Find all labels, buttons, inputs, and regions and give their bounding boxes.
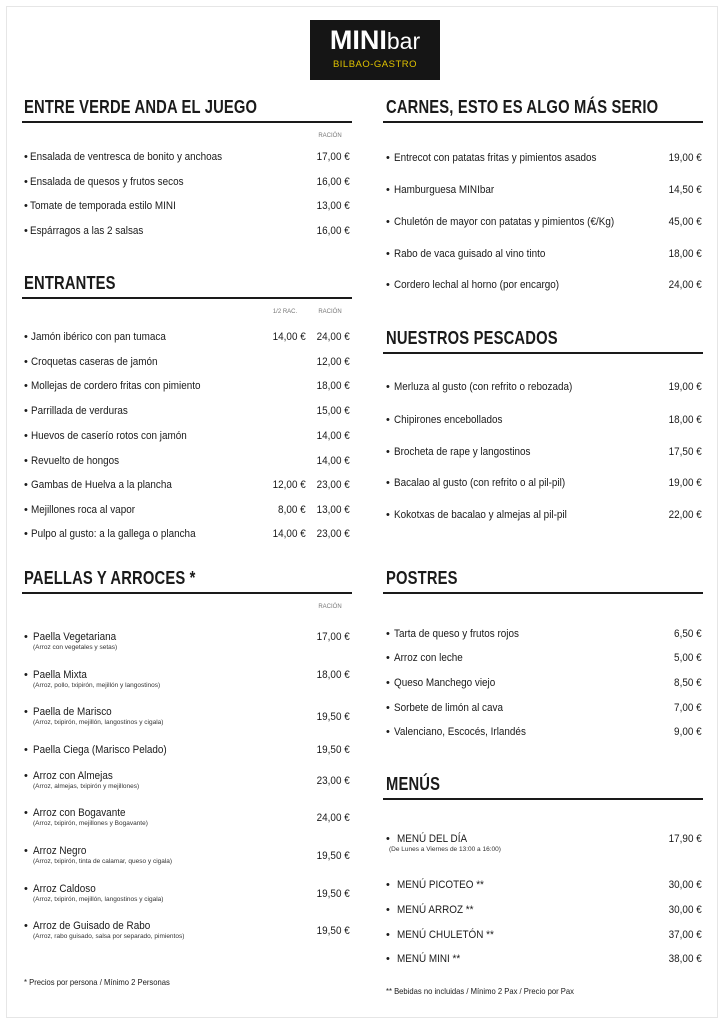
menu-item-name: Rabo de vaca guisado al vino tinto	[394, 248, 546, 260]
menu-item-name: Gambas de Huelva a la plancha	[31, 479, 172, 491]
menu-item-description: (Arroz, txipirón, mejillón, langostinos y cigala)	[33, 719, 164, 726]
bullet-icon: •	[386, 279, 390, 291]
logo-wordmark	[310, 20, 440, 55]
menu-item-price: 16,00 €	[316, 176, 350, 188]
menu-item-name: Croquetas caseras de jamón	[31, 356, 158, 368]
column-header-racion: RACIÓN	[318, 309, 342, 315]
bullet-icon: •	[386, 702, 390, 714]
menu-item-price: 30,00 €	[668, 879, 702, 891]
menu-item-name: Mejillones roca al vapor	[31, 504, 136, 516]
bullet-icon: •	[386, 628, 390, 640]
menu-item-name: Valenciano, Escocés, Irlandés	[394, 726, 526, 738]
menu-item-name: MENÚ PICOTEO **	[397, 879, 484, 891]
bullet-icon: •	[24, 176, 28, 188]
menu-item-price: 14,00 €	[316, 430, 350, 442]
menu-item-name: Chuletón de mayor con patatas y pimientos (€/Kg)	[394, 216, 615, 228]
menu-item-price: 12,00 €	[316, 356, 350, 368]
bullet-icon: •	[24, 669, 28, 681]
section-title-paellas: PAELLAS Y ARROCES *	[24, 568, 196, 588]
menu-item-price: 19,50 €	[316, 850, 350, 862]
bullet-icon: •	[24, 631, 28, 643]
menu-item-price: 24,00 €	[668, 279, 702, 291]
menu-item-description: (Arroz, txipirón, tinta de calamar, queso y cigala)	[33, 858, 173, 865]
logo-subtitle: BILBAO-GASTRO	[332, 59, 418, 70]
menu-item-price: 23,00 €	[316, 528, 350, 540]
menu-item-description: (Arroz, txipirón, mejillones y Bogavante)	[33, 820, 148, 827]
bullet-icon: •	[386, 477, 390, 489]
menu-item-name: Entrecot con patatas fritas y pimientos asados	[394, 152, 597, 164]
bullet-icon: •	[24, 151, 28, 163]
bullet-icon: •	[386, 833, 390, 845]
minibar-logo	[310, 20, 440, 80]
section-title-pescados: NUESTROS PESCADOS	[386, 328, 558, 348]
menu-item-price: 37,00 €	[668, 929, 702, 941]
menu-item-name: MENÚ MINI **	[397, 953, 461, 965]
menu-item-name: Arroz con Almejas	[33, 770, 113, 782]
menu-item-name: Arroz de Guisado de Rabo	[33, 920, 151, 932]
menu-item-price: 19,00 €	[668, 381, 702, 393]
menu-item-description: (De Lunes a Viernes de 13:00 a 16:00)	[389, 846, 501, 853]
menu-item-price: 7,00 €	[674, 702, 702, 714]
menu-item-name: Arroz con Bogavante	[33, 807, 126, 819]
bullet-icon: •	[24, 528, 28, 540]
bullet-icon: •	[24, 479, 28, 491]
menu-item-name: Paella Vegetariana	[33, 631, 117, 643]
menu-item-name: MENÚ ARROZ **	[397, 904, 474, 916]
menu-item-name: Cordero lechal al horno (por encargo)	[394, 279, 560, 291]
section-title-menus: MENÚS	[386, 774, 441, 794]
bullet-icon: •	[386, 184, 390, 196]
logo-mini-text: MINI	[329, 25, 387, 55]
bullet-icon: •	[24, 883, 28, 895]
section-divider	[22, 592, 352, 594]
menu-item-price: 19,50 €	[316, 925, 350, 937]
menu-item-half-price: 12,00 €	[272, 479, 306, 491]
bullet-icon: •	[24, 405, 28, 417]
menu-item-name: Jamón ibérico con pan tumaca	[31, 331, 166, 343]
menu-item-name: Ensalada de ventresca de bonito y anchoas	[30, 151, 223, 163]
menu-item-name: Parrillada de verduras	[31, 405, 128, 417]
bullet-icon: •	[24, 225, 28, 237]
menu-item-name: Arroz Negro	[33, 845, 87, 857]
menu-item-price: 16,00 €	[316, 225, 350, 237]
bullet-icon: •	[386, 248, 390, 260]
bullet-icon: •	[386, 879, 390, 891]
menu-item-description: (Arroz, rabo guisado, salsa por separado, pimientos)	[33, 933, 185, 940]
menu-item-price: 38,00 €	[668, 953, 702, 965]
bullet-icon: •	[24, 920, 28, 932]
logo-bar-text: bar	[386, 28, 421, 54]
menu-item-name: Espárragos a las 2 salsas	[30, 225, 144, 237]
menus-footnote: ** Bebidas no incluidas / Mínimo 2 Pax / Precio por Pax	[386, 986, 574, 996]
menu-item-price: 17,00 €	[316, 151, 350, 163]
bullet-icon: •	[24, 744, 28, 756]
menu-item-description: (Arroz, almejas, txipirón y mejillones)	[33, 783, 140, 790]
menu-item-price: 17,90 €	[668, 833, 702, 845]
menu-item-price: 18,00 €	[668, 248, 702, 260]
column-header-racion: RACIÓN	[318, 133, 342, 139]
section-title-entre-verde: ENTRE VERDE ANDA EL JUEGO	[24, 97, 258, 117]
bullet-icon: •	[386, 953, 390, 965]
menu-item-name: Chipirones encebollados	[394, 414, 503, 426]
menu-item-price: 13,00 €	[316, 200, 350, 212]
section-divider	[383, 798, 703, 800]
menu-item-name: Sorbete de limón al cava	[394, 702, 503, 714]
menu-item-price: 6,50 €	[674, 628, 702, 640]
menu-item-price: 30,00 €	[668, 904, 702, 916]
column-header-racion: RACIÓN	[318, 604, 342, 610]
menu-item-price: 19,00 €	[668, 477, 702, 489]
menu-item-description: (Arroz, pollo, txipirón, mejillón y langostinos)	[33, 682, 161, 689]
menu-item-price: 17,50 €	[668, 446, 702, 458]
bullet-icon: •	[24, 807, 28, 819]
menu-item-price: 15,00 €	[316, 405, 350, 417]
menu-item-name: MENÚ DEL DÍA	[397, 833, 468, 845]
bullet-icon: •	[386, 652, 390, 664]
bullet-icon: •	[386, 414, 390, 426]
bullet-icon: •	[24, 430, 28, 442]
menu-item-price: 23,00 €	[316, 479, 350, 491]
menu-item-name: MENÚ CHULETÓN **	[397, 929, 494, 941]
menu-item-price: 22,00 €	[668, 509, 702, 521]
menu-item-name: Merluza al gusto (con refrito o rebozada)	[394, 381, 573, 393]
section-title-postres: POSTRES	[386, 568, 458, 588]
section-title-carnes: CARNES, ESTO ES ALGO MÁS SERIO	[386, 97, 659, 117]
menu-item-half-price: 14,00 €	[272, 528, 306, 540]
menu-item-price: 45,00 €	[668, 216, 702, 228]
bullet-icon: •	[24, 200, 28, 212]
bullet-icon: •	[24, 380, 28, 392]
bullet-icon: •	[386, 381, 390, 393]
menu-item-price: 19,50 €	[316, 888, 350, 900]
bullet-icon: •	[24, 331, 28, 343]
menu-item-name: Queso Manchego viejo	[394, 677, 496, 689]
menu-item-name: Kokotxas de bacalao y almejas al pil-pil	[394, 509, 567, 521]
menu-item-price: 18,00 €	[668, 414, 702, 426]
menu-item-half-price: 8,00 €	[278, 504, 306, 516]
menu-item-name: Brocheta de rape y langostinos	[394, 446, 531, 458]
menu-item-price: 18,00 €	[316, 380, 350, 392]
menu-item-price: 23,00 €	[316, 775, 350, 787]
menu-item-name: Huevos de caserío rotos con jamón	[31, 430, 187, 442]
menu-item-half-price: 14,00 €	[272, 331, 306, 343]
bullet-icon: •	[386, 216, 390, 228]
menu-item-description: (Arroz con vegetales y setas)	[33, 644, 118, 651]
menu-item-price: 18,00 €	[316, 669, 350, 681]
menu-item-price: 14,50 €	[668, 184, 702, 196]
menu-item-price: 24,00 €	[316, 812, 350, 824]
bullet-icon: •	[24, 706, 28, 718]
bullet-icon: •	[24, 356, 28, 368]
menu-item-name: Pulpo al gusto: a la gallega o plancha	[31, 528, 196, 540]
bullet-icon: •	[24, 504, 28, 516]
column-header-half: 1/2 RAC.	[272, 309, 298, 315]
bullet-icon: •	[24, 455, 28, 467]
section-title-entrantes: ENTRANTES	[24, 273, 116, 293]
menu-item-price: 19,50 €	[316, 711, 350, 723]
menu-item-price: 8,50 €	[674, 677, 702, 689]
menu-item-price: 24,00 €	[316, 331, 350, 343]
menu-item-name: Tarta de queso y frutos rojos	[394, 628, 519, 640]
bullet-icon: •	[24, 845, 28, 857]
menu-item-price: 19,50 €	[316, 744, 350, 756]
menu-item-name: Bacalao al gusto (con refrito o al pil-pil)	[394, 477, 566, 489]
bullet-icon: •	[386, 152, 390, 164]
bullet-icon: •	[386, 929, 390, 941]
menu-item-price: 19,00 €	[668, 152, 702, 164]
bullet-icon: •	[386, 904, 390, 916]
menu-item-description: (Arroz, txipirón, mejillón, langostinos y cigala)	[33, 896, 164, 903]
section-divider	[22, 121, 352, 123]
menu-item-name: Paella Ciega (Marisco Pelado)	[33, 744, 167, 756]
paellas-footnote: * Precios por persona / Mínimo 2 Personas	[24, 977, 170, 987]
menu-item-name: Arroz con leche	[394, 652, 463, 664]
bullet-icon: •	[24, 770, 28, 782]
menu-item-price: 9,00 €	[674, 726, 702, 738]
section-divider	[383, 592, 703, 594]
menu-item-name: Revuelto de hongos	[31, 455, 120, 467]
menu-item-name: Hamburguesa MINIbar	[394, 184, 495, 196]
menu-item-price: 5,00 €	[674, 652, 702, 664]
menu-item-name: Tomate de temporada estilo MINI	[30, 200, 176, 212]
section-divider	[383, 352, 703, 354]
menu-item-name: Mollejas de cordero fritas con pimiento	[31, 380, 201, 392]
section-divider	[383, 121, 703, 123]
menu-item-name: Ensalada de quesos y frutos secos	[30, 176, 184, 188]
bullet-icon: •	[386, 446, 390, 458]
menu-item-name: Paella de Marisco	[33, 706, 112, 718]
section-divider	[22, 297, 352, 299]
bullet-icon: •	[386, 726, 390, 738]
menu-item-price: 17,00 €	[316, 631, 350, 643]
bullet-icon: •	[386, 677, 390, 689]
menu-item-price: 14,00 €	[316, 455, 350, 467]
menu-item-price: 13,00 €	[316, 504, 350, 516]
menu-item-name: Arroz Caldoso	[33, 883, 96, 895]
menu-item-name: Paella Mixta	[33, 669, 87, 681]
bullet-icon: •	[386, 509, 390, 521]
